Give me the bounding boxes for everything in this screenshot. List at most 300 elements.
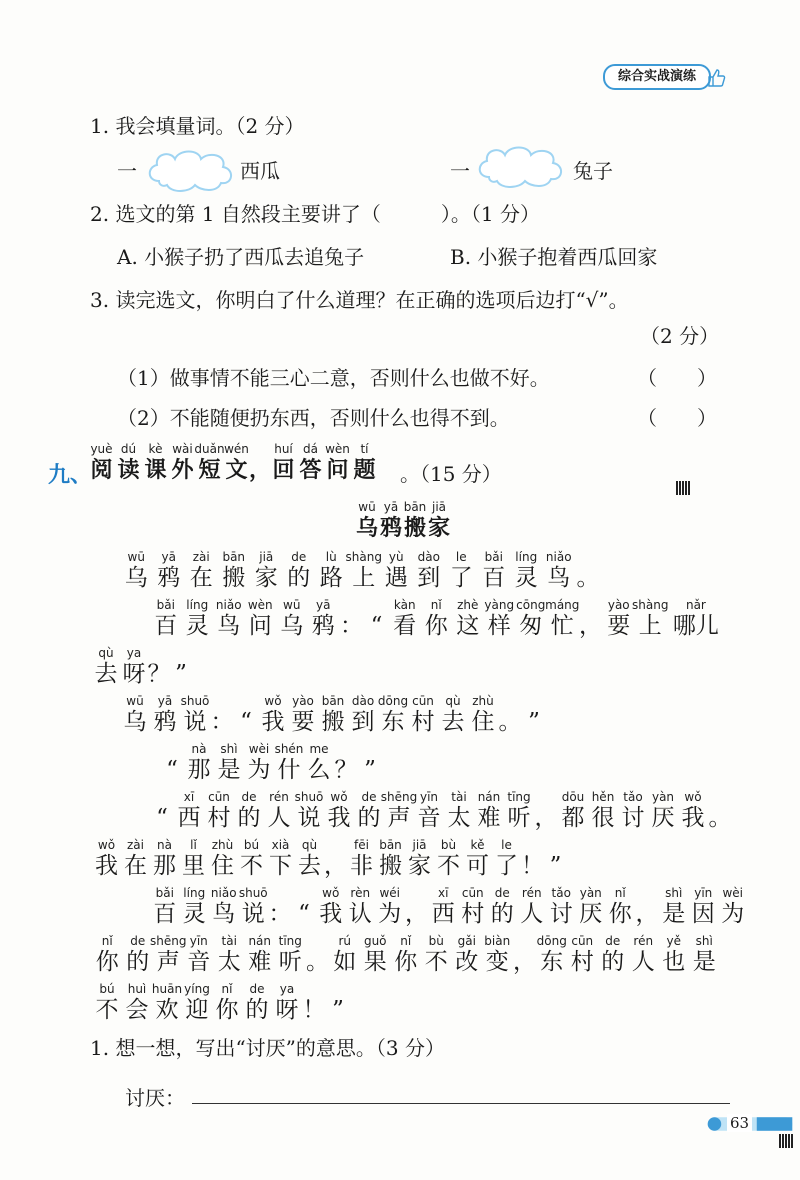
- hanzi: 太: [217, 949, 241, 975]
- pinyin: le: [501, 838, 512, 852]
- ruby-char: [345, 550, 382, 592]
- ruby-char: [160, 742, 184, 784]
- ruby-char: [234, 790, 264, 832]
- hanzi: 难: [248, 949, 272, 975]
- pinyin: niǎo: [215, 598, 242, 612]
- pinyin: yào: [292, 694, 314, 708]
- hanzi: 百: [154, 613, 178, 639]
- question-3-text: 3. 读完选文，你明白了什么道理？在正确的选项后边打“√”。: [90, 288, 629, 312]
- pinyin: tí: [360, 442, 369, 456]
- hanzi: 住: [471, 709, 495, 735]
- qr-code-footer: [779, 1134, 793, 1148]
- ruby-char: [304, 742, 334, 784]
- pinyin: cūn: [461, 886, 484, 900]
- hanzi: ，: [534, 805, 558, 831]
- ruby-char: [421, 598, 453, 640]
- ruby-char: [308, 598, 340, 640]
- ruby-char: [498, 694, 522, 736]
- ruby-char: [351, 442, 378, 484]
- hanzi: 厌: [651, 805, 675, 831]
- pinyin: niǎo: [210, 886, 237, 900]
- hanzi: ：: [340, 613, 363, 639]
- pinyin: shēng: [380, 790, 418, 804]
- ruby-char: [88, 442, 115, 484]
- ruby-char: [575, 550, 601, 592]
- question-3-score: （2 分）: [640, 324, 720, 348]
- hanzi: “: [240, 709, 252, 735]
- ruby-char: [142, 442, 169, 484]
- hanzi: 讨: [549, 901, 573, 927]
- pinyin: wū: [283, 598, 301, 612]
- ruby-char: [346, 886, 376, 928]
- ruby-char: [294, 790, 324, 832]
- hanzi: ，: [579, 613, 602, 639]
- ruby-char: [152, 982, 182, 1024]
- ruby-char: [360, 934, 391, 976]
- story-line: [92, 978, 350, 1024]
- story-line: [150, 882, 748, 928]
- question-2-option-b[interactable]: B. 小猴子抱着西瓜回家: [450, 245, 658, 269]
- ruby-char: [537, 934, 568, 976]
- hanzi: 呀: [275, 997, 299, 1023]
- pinyin: yàn: [651, 790, 675, 804]
- pinyin: bǎi: [155, 886, 174, 900]
- ruby-char: [458, 886, 488, 928]
- hanzi: 是: [217, 757, 241, 783]
- pinyin: de: [130, 934, 146, 948]
- pinyin: nǐ: [101, 934, 113, 948]
- ruby-char: [438, 694, 468, 736]
- story-line: [92, 930, 720, 976]
- pinyin: yā: [316, 598, 331, 612]
- pinyin: tài: [221, 934, 237, 948]
- hanzi: 太: [447, 805, 471, 831]
- hanzi: 课: [144, 457, 167, 483]
- pinyin: dōng: [377, 694, 409, 708]
- pinyin: le: [455, 550, 467, 564]
- hanzi: 难: [477, 805, 501, 831]
- blank-1-prefix: 一: [117, 159, 137, 183]
- ruby-char: [517, 886, 547, 928]
- ruby-char: [632, 598, 669, 640]
- ruby-char: [292, 886, 316, 928]
- story-line: [120, 546, 601, 592]
- pinyin: yuè: [90, 442, 113, 456]
- hanzi: 西: [177, 805, 201, 831]
- hanzi: 外: [171, 457, 194, 483]
- hanzi: ”: [549, 853, 562, 879]
- ruby-char: [208, 838, 237, 880]
- ruby-char: [482, 934, 513, 976]
- pinyin: wū: [126, 694, 144, 708]
- pinyin: wū: [358, 500, 376, 514]
- pinyin: ya: [279, 982, 295, 996]
- hanzi: 我: [327, 805, 351, 831]
- pinyin: jiā: [259, 550, 274, 564]
- pinyin: rén: [633, 934, 654, 948]
- hanzi: 乌: [280, 613, 304, 639]
- pinyin: nà: [191, 742, 207, 756]
- pinyin: de: [241, 790, 257, 804]
- question-2-text: 2. 选文的第 1 自然段主要讲了（ ）。（1 分）: [90, 202, 540, 226]
- hanzi: 的: [245, 997, 269, 1023]
- hanzi: 如: [333, 949, 357, 975]
- pinyin: nán: [477, 790, 501, 804]
- story-line: [92, 642, 192, 688]
- pinyin: wèn: [325, 442, 350, 456]
- ruby-char: [326, 982, 350, 1024]
- ruby-char: [245, 598, 277, 640]
- hanzi: 的: [126, 949, 150, 975]
- ruby-char: [150, 934, 187, 976]
- ruby-char: [389, 598, 421, 640]
- pinyin: qù: [98, 646, 114, 660]
- hanzi: 为: [247, 757, 271, 783]
- hanzi: 阅: [90, 457, 113, 483]
- hanzi: 鸟: [212, 901, 236, 927]
- hanzi: 在: [189, 565, 213, 591]
- answer-cloud-blank-1[interactable]: [145, 147, 237, 193]
- pinyin: wèi: [248, 742, 270, 756]
- hanzi: 去: [298, 853, 321, 879]
- pinyin: dào: [351, 694, 375, 708]
- ruby-char: [150, 694, 180, 736]
- ruby-char: [405, 886, 429, 928]
- hanzi: 为: [721, 901, 745, 927]
- hanzi: 你: [394, 949, 418, 975]
- answer-cloud-blank-2[interactable]: [475, 143, 567, 189]
- ruby-char: [567, 934, 598, 976]
- pinyin: qù: [445, 694, 461, 708]
- hanzi: 你: [424, 613, 448, 639]
- pinyin: dōu: [561, 790, 585, 804]
- hanzi: 匆: [519, 613, 543, 639]
- hanzi: 忙: [550, 613, 574, 639]
- ruby-char: [180, 694, 210, 736]
- hanzi: 下: [269, 853, 292, 879]
- ruby-char: [534, 790, 558, 832]
- hanzi: ，: [513, 949, 536, 975]
- ruby-char: [302, 982, 326, 1024]
- ruby-char: [239, 886, 269, 928]
- hanzi: 看: [393, 613, 417, 639]
- pinyin: bù: [440, 838, 457, 852]
- pinyin: cūn: [571, 934, 594, 948]
- hanzi: 东: [381, 709, 405, 735]
- pinyin: de: [249, 982, 265, 996]
- pinyin: dōng: [536, 934, 567, 948]
- ruby-char: [618, 790, 648, 832]
- ruby-char: [150, 790, 174, 832]
- pinyin: nǐ: [221, 982, 233, 996]
- pinyin: nà: [157, 838, 172, 852]
- ruby-char: [408, 694, 438, 736]
- hanzi: 听: [278, 949, 302, 975]
- pinyin: jiā: [431, 500, 447, 514]
- ruby-char: [504, 790, 534, 832]
- pinyin: shàng: [632, 598, 669, 612]
- hanzi: 变: [485, 949, 509, 975]
- pinyin: wǒ: [322, 886, 340, 900]
- hanzi: 遇: [384, 565, 408, 591]
- ruby-char: [218, 550, 251, 592]
- ruby-char: [544, 838, 567, 880]
- question-2-option-a[interactable]: A. 小猴子扔了西瓜去追兔子: [117, 245, 365, 269]
- pinyin: nǐ: [430, 598, 442, 612]
- ruby-char: [150, 598, 182, 640]
- pinyin: wǒ: [330, 790, 348, 804]
- final-question-text: 1. 想一想，写出“讨厌”的意思。（3 分）: [90, 1036, 445, 1060]
- pinyin: bǎi: [484, 550, 503, 564]
- hanzi: 回: [272, 457, 295, 483]
- pinyin: lǐ: [190, 838, 197, 852]
- pinyin: cūn: [412, 694, 434, 708]
- hanzi: 音: [417, 805, 441, 831]
- pinyin: shēng: [150, 934, 187, 948]
- hanzi: 灵: [185, 613, 209, 639]
- ruby-char: [120, 646, 148, 688]
- hanzi: 我: [681, 805, 705, 831]
- hanzi: “: [298, 901, 310, 927]
- hanzi: 鸟: [547, 565, 571, 591]
- pinyin: kè: [148, 442, 163, 456]
- pinyin: shì: [665, 886, 683, 900]
- hanzi: 不: [437, 853, 460, 879]
- pinyin: líng: [183, 886, 206, 900]
- question-3-item-1-answer[interactable]: （ ）: [637, 366, 717, 390]
- ruby-char: [364, 598, 389, 640]
- ruby-char: [122, 982, 152, 1024]
- story-line: [150, 594, 726, 640]
- ruby-char: [339, 598, 364, 640]
- pinyin: shì: [220, 742, 238, 756]
- ruby-char: [270, 442, 297, 484]
- ruby-char: [606, 886, 636, 928]
- hanzi: 村: [207, 805, 231, 831]
- hanzi: 乌: [123, 709, 147, 735]
- page-number: 63: [727, 1114, 752, 1132]
- hanzi: 在: [124, 853, 147, 879]
- pinyin: ya: [126, 646, 142, 660]
- pinyin: yīn: [419, 790, 439, 804]
- ruby-char: [250, 550, 283, 592]
- question-3-item-2: （2）不能随便扔东西，否则什么也得不到。: [117, 406, 510, 430]
- hanzi: 因: [691, 901, 715, 927]
- pinyin: guǒ: [363, 934, 387, 948]
- ruby-char: [547, 886, 577, 928]
- ruby-char: [444, 790, 474, 832]
- pinyin: bú: [243, 838, 260, 852]
- ruby-char: [484, 598, 516, 640]
- section-9-number: 九、: [48, 463, 93, 488]
- hanzi: ，: [324, 853, 347, 879]
- hanzi: 很: [591, 805, 615, 831]
- story-line: [92, 834, 567, 880]
- ruby-char: [120, 694, 150, 736]
- ruby-char: [452, 598, 484, 640]
- hanzi: ”: [528, 709, 540, 735]
- hanzi: 都: [561, 805, 585, 831]
- hanzi: 搬: [321, 709, 345, 735]
- hanzi: 鸟: [217, 613, 241, 639]
- ruby-char: [445, 550, 478, 592]
- ruby-char: [598, 934, 629, 976]
- pinyin: de: [361, 790, 377, 804]
- pinyin: tīng: [507, 790, 531, 804]
- pinyin: yàn: [579, 886, 602, 900]
- blank-2-prefix: 一: [450, 159, 470, 183]
- ruby-char: [283, 550, 316, 592]
- ruby-char: [250, 442, 270, 484]
- pinyin: bǎi: [156, 598, 175, 612]
- hanzi: 厌: [579, 901, 603, 927]
- pinyin: rèn: [350, 886, 371, 900]
- hanzi: 短: [198, 457, 221, 483]
- ruby-char: [288, 694, 318, 736]
- pinyin: zhè: [457, 598, 479, 612]
- ruby-char: [153, 550, 186, 592]
- ruby-char: [324, 838, 347, 880]
- hanzi: 的: [490, 901, 514, 927]
- ruby-char: [380, 790, 418, 832]
- ruby-char: [355, 500, 379, 542]
- hanzi: 。: [708, 805, 732, 831]
- hanzi: ！: [521, 853, 544, 879]
- ruby-char: [174, 790, 204, 832]
- hanzi: 你: [608, 901, 632, 927]
- hanzi: 不: [240, 853, 263, 879]
- hanzi: ，: [635, 901, 659, 927]
- ruby-char: [689, 886, 719, 928]
- ruby-char: [148, 646, 170, 688]
- ruby-char: [488, 886, 518, 928]
- hanzi: 的: [237, 805, 261, 831]
- hanzi: 讨: [621, 805, 645, 831]
- pinyin: xī: [183, 790, 195, 804]
- answer-line[interactable]: [192, 1102, 730, 1104]
- ruby-char: [244, 742, 274, 784]
- pinyin: shì: [695, 934, 713, 948]
- ruby-char: [272, 982, 302, 1024]
- ruby-char: [474, 790, 504, 832]
- hanzi: 路: [319, 565, 343, 591]
- ruby-char: [318, 694, 348, 736]
- ruby-char: [315, 550, 348, 592]
- ruby-char: [403, 500, 427, 542]
- ruby-char: [150, 886, 180, 928]
- pinyin: líng: [186, 598, 209, 612]
- story-title: [355, 496, 451, 542]
- hanzi: ”: [332, 997, 344, 1023]
- pinyin: lù: [325, 550, 337, 564]
- qr-code-small: [676, 481, 690, 495]
- ruby-char: [121, 838, 150, 880]
- hanzi: 说: [183, 709, 207, 735]
- ruby-char: [92, 646, 120, 688]
- ruby-char: [223, 442, 250, 484]
- ruby-char: [429, 886, 459, 928]
- hanzi: 搬: [222, 565, 246, 591]
- story-line: [150, 786, 732, 832]
- hanzi: 了: [449, 565, 473, 591]
- hanzi: 去: [94, 661, 118, 687]
- hanzi: 听: [507, 805, 531, 831]
- hanzi: 鸦: [311, 613, 335, 639]
- ruby-char: [266, 838, 295, 880]
- pinyin: tǎo: [623, 790, 643, 804]
- pinyin: tīng: [278, 934, 302, 948]
- hanzi: 也: [662, 949, 686, 975]
- hanzi: 搬: [379, 853, 402, 879]
- hanzi: 题: [353, 457, 376, 483]
- pinyin: kàn: [393, 598, 416, 612]
- hanzi: 欢: [155, 997, 179, 1023]
- hanzi: 那: [187, 757, 211, 783]
- ruby-char: [334, 742, 358, 784]
- pinyin: de: [291, 550, 307, 564]
- ruby-char: [237, 838, 266, 880]
- hanzi: 认: [348, 901, 372, 927]
- ruby-char: [354, 790, 384, 832]
- ruby-char: [478, 550, 511, 592]
- hanzi: 答: [299, 457, 322, 483]
- pinyin: líng: [515, 550, 538, 564]
- pinyin: de: [605, 934, 621, 948]
- pinyin: zhù: [211, 838, 234, 852]
- ruby-char: [376, 838, 405, 880]
- ruby-char: [648, 790, 678, 832]
- hanzi: 读: [117, 457, 140, 483]
- ruby-char: [558, 790, 588, 832]
- pinyin: rén: [269, 790, 289, 804]
- hanzi: 那: [153, 853, 176, 879]
- hanzi: 是: [692, 949, 716, 975]
- hanzi: 迎: [185, 997, 209, 1023]
- pinyin: hěn: [591, 790, 615, 804]
- ruby-char: [378, 694, 408, 736]
- pinyin: wéi: [379, 886, 401, 900]
- ruby-char: [547, 598, 579, 640]
- question-3-item-2-answer[interactable]: （ ）: [637, 406, 717, 430]
- ruby-char: [708, 790, 732, 832]
- hanzi: 。: [576, 565, 600, 591]
- hanzi: “: [370, 613, 383, 639]
- hanzi: 东: [540, 949, 564, 975]
- ruby-char: [306, 934, 330, 976]
- hanzi: 西: [431, 901, 455, 927]
- hanzi: 什: [277, 757, 301, 783]
- hanzi: 改: [455, 949, 479, 975]
- ruby-char: [513, 934, 537, 976]
- hanzi: ：: [210, 709, 234, 735]
- ruby-char: [543, 550, 576, 592]
- pinyin: cūn: [208, 790, 230, 804]
- ruby-char: [515, 598, 547, 640]
- ruby-char: [182, 598, 214, 640]
- pinyin: xià: [271, 838, 290, 852]
- pinyin: rú: [338, 934, 352, 948]
- hanzi: 灵: [514, 565, 538, 591]
- pinyin: gǎi: [457, 934, 476, 948]
- hanzi: 到: [351, 709, 375, 735]
- ruby-char: [213, 598, 245, 640]
- pinyin: kě: [470, 838, 485, 852]
- hanzi: 问: [326, 457, 349, 483]
- pinyin: bú: [99, 982, 115, 996]
- pinyin: duǎn: [194, 442, 225, 456]
- ruby-char: [452, 934, 483, 976]
- ruby-char: [115, 442, 142, 484]
